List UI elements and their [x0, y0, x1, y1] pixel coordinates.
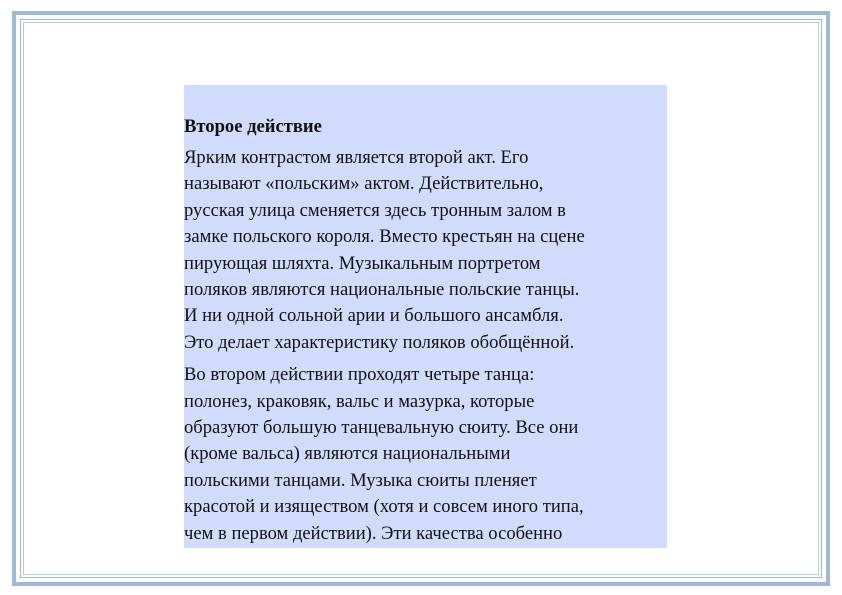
paragraph-line: (кроме вальса) являются национальными: [184, 443, 511, 465]
paragraph-line: называют «польским» актом. Действительно,: [184, 173, 544, 195]
paragraph-line: Во втором действии проходят четыре танца:: [184, 364, 535, 386]
paragraph-line: пирующая шляхта. Музыкальным портретом: [184, 252, 541, 274]
paragraph-line: поляков являются национальные польские танцы.: [184, 279, 580, 301]
text-box: [184, 85, 667, 548]
paragraph-line: Это делает характеристику поляков обобщённой.: [184, 331, 575, 353]
paragraph-line: образуют большую танцевальную сюиту. Все они: [184, 417, 579, 439]
paragraph-line: польскими танцами. Музыка сюиты пленяет: [184, 469, 537, 491]
paragraph-line: чем в первом действии). Эти качества особенно: [184, 522, 563, 544]
paragraph-1: [184, 145, 667, 356]
paragraph-line: Ярким контрастом является второй акт. Его: [184, 147, 529, 168]
paragraph-line: замке польского короля. Вместо крестьян на сцене: [184, 226, 585, 248]
paragraph-line: красотой и изяществом (хотя и совсем иного типа,: [184, 496, 584, 518]
section-heading: Второе действие: [184, 116, 322, 137]
paragraph-line: русская улица сменяется здесь тронным залом в: [184, 199, 566, 221]
paragraph-line: И ни одной сольной арии и большого ансамбля.: [184, 305, 564, 327]
paragraph-line: полонез, краковяк, вальс и мазурка, которые: [184, 390, 535, 412]
paragraph-2: [184, 362, 667, 547]
